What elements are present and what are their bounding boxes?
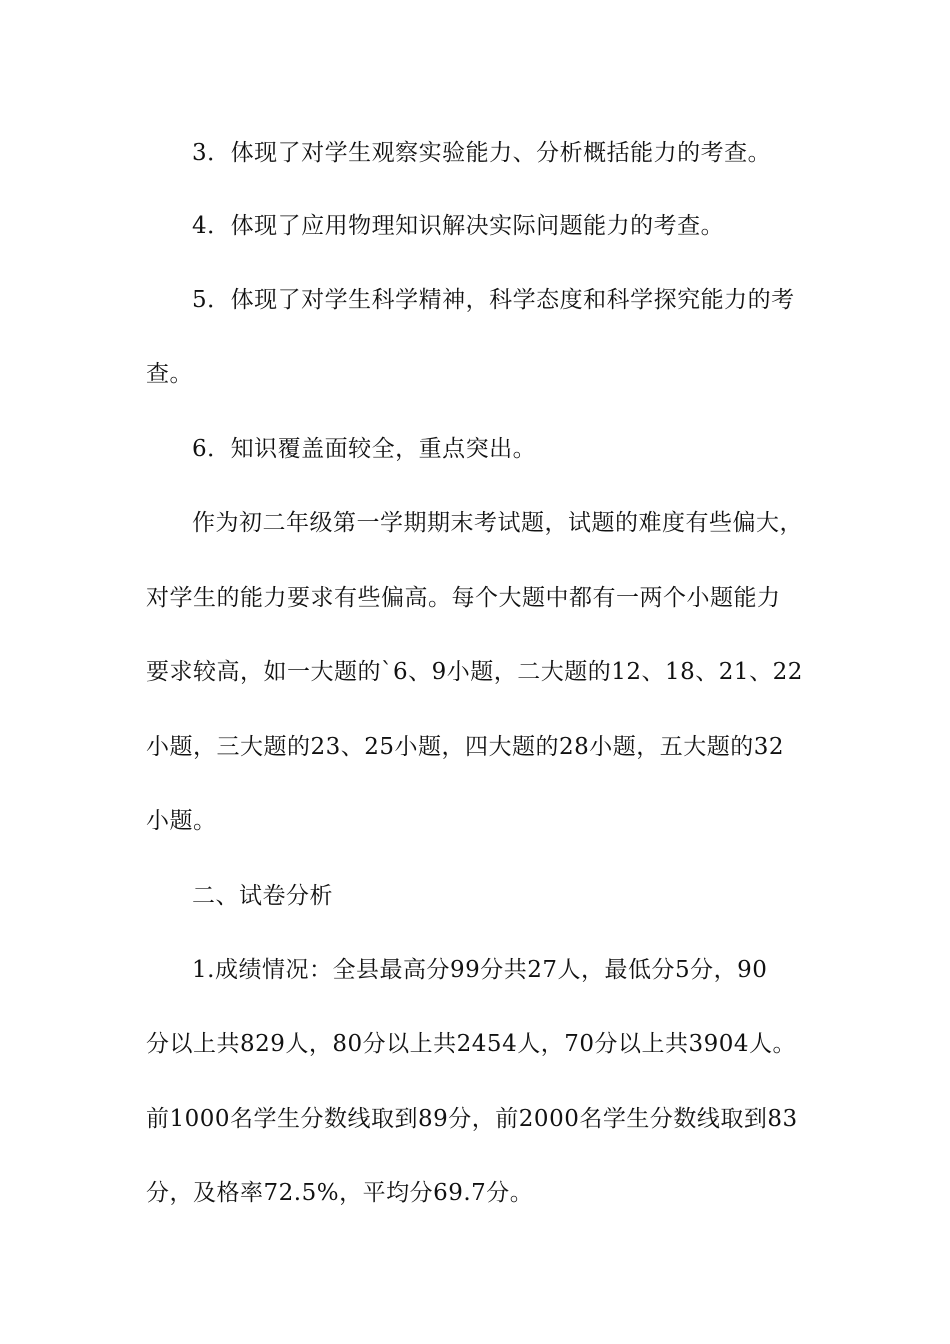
- paragraph-line: 作为初二年级第一学期期末考试题，试题的难度有些偏大，: [192, 510, 803, 536]
- paragraph-line: 小题，三大题的23、25小题，四大题的28小题，五大题的32: [146, 734, 785, 760]
- paragraph-line: 1.成绩情况：全县最高分99分共27人，最低分5分，90: [192, 957, 768, 983]
- paragraph-line: 前1000名学生分数线取到89分，前2000名学生分数线取到83: [146, 1106, 798, 1132]
- paragraph-line: 分，及格率72.5%，平均分69.7分。: [146, 1180, 534, 1206]
- section-heading: 二、试卷分析: [192, 883, 333, 909]
- paragraph-line: 6．知识覆盖面较全，重点突出。: [192, 436, 537, 462]
- paragraph-line: 对学生的能力要求有些偏高。每个大题中都有一两个小题能力: [146, 585, 781, 611]
- paragraph-line: 查。: [146, 361, 193, 387]
- paragraph-line: 5．体现了对学生科学精神，科学态度和科学探究能力的考: [192, 287, 795, 313]
- paragraph-line: 要求较高，如一大题的`6、9小题，二大题的12、18、21、22: [146, 659, 803, 685]
- paragraph-line: 小题。: [146, 808, 217, 834]
- paragraph-line: 4．体现了应用物理知识解决实际问题能力的考查。: [192, 213, 725, 239]
- paragraph-line: 3．体现了对学生观察实验能力、分析概括能力的考查。: [192, 140, 772, 166]
- paragraph-line: 分以上共829人，80分以上共2454人，70分以上共3904人。: [146, 1031, 796, 1057]
